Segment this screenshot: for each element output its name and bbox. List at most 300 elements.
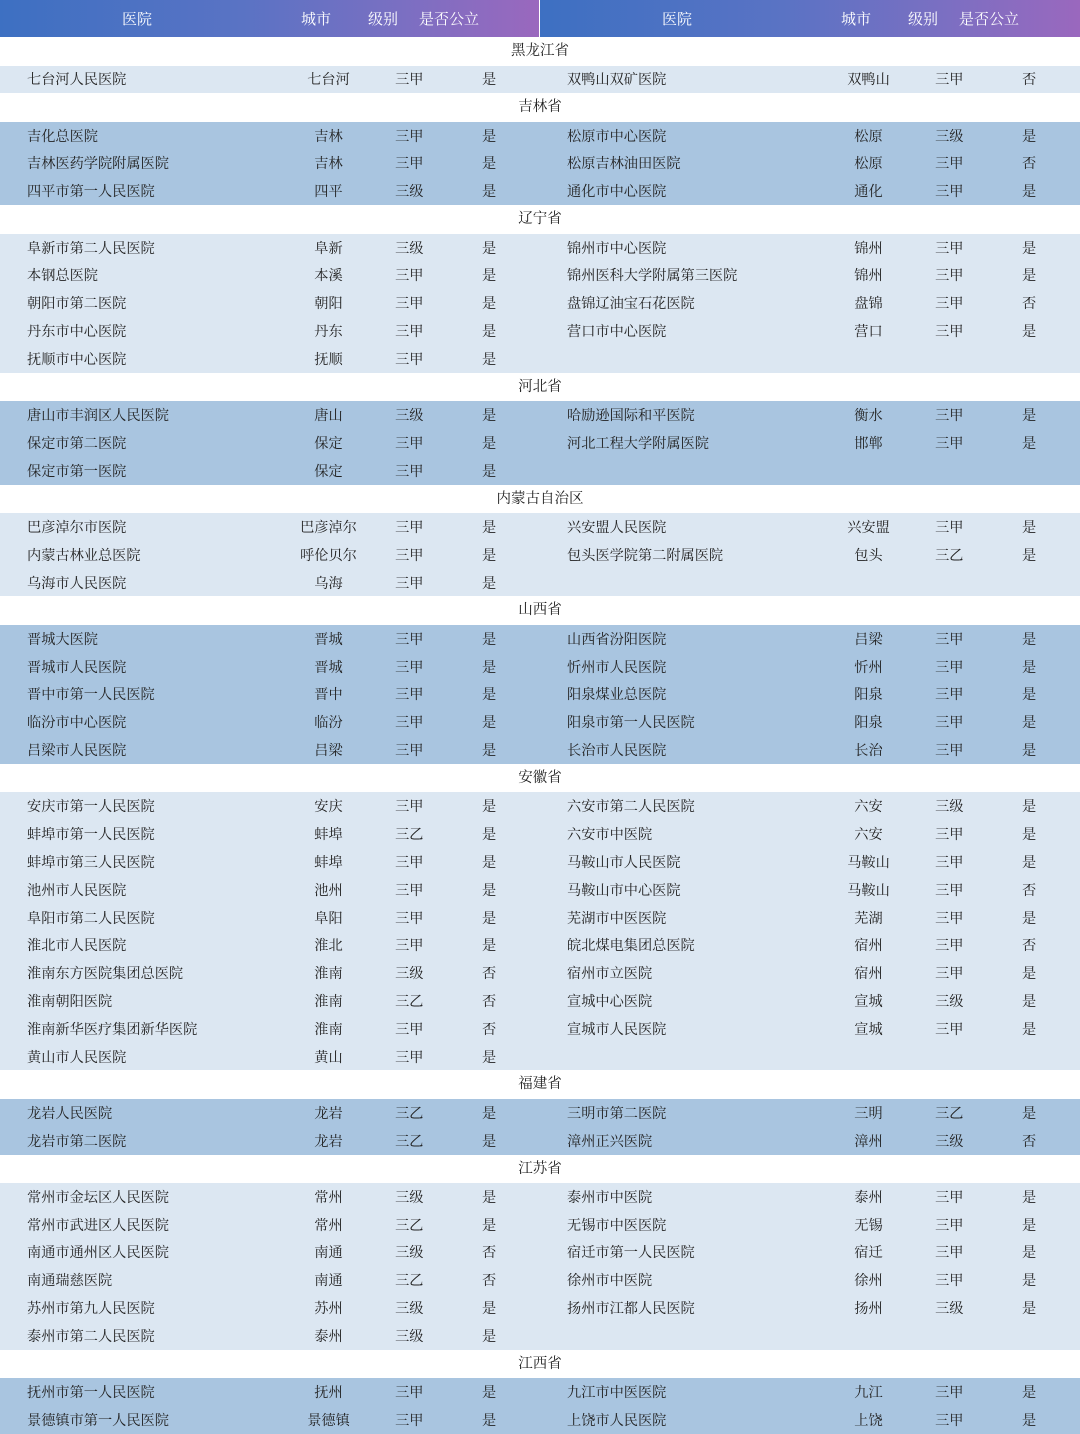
public-flag: 否 bbox=[1021, 938, 1037, 955]
city: 徐州 bbox=[854, 1273, 883, 1290]
left-half bbox=[0, 1019, 540, 1039]
public-flag: 是 bbox=[481, 1049, 497, 1066]
hospital-name: 营口市中心医院 bbox=[567, 323, 667, 340]
city: 七台河 bbox=[307, 72, 350, 89]
level: 三甲 bbox=[935, 715, 964, 732]
table-row bbox=[0, 261, 1080, 289]
city: 衡水 bbox=[854, 408, 883, 425]
public-flag: 是 bbox=[1021, 799, 1037, 816]
hospital-name: 阳泉煤业总医院 bbox=[567, 687, 667, 704]
hospital-name: 宿州市立医院 bbox=[567, 966, 653, 983]
level: 三甲 bbox=[935, 296, 964, 313]
right-half bbox=[540, 321, 1080, 341]
level: 三甲 bbox=[935, 687, 964, 704]
city: 漳州 bbox=[854, 1133, 883, 1150]
level: 三甲 bbox=[935, 966, 964, 983]
province-heading: 安徽省 bbox=[0, 764, 1080, 793]
right-half bbox=[540, 153, 1080, 173]
hospital-name: 皖北煤电集团总医院 bbox=[567, 938, 695, 955]
city: 吉林 bbox=[314, 156, 343, 173]
level: 三甲 bbox=[395, 631, 424, 648]
level: 三甲 bbox=[395, 1021, 424, 1038]
level: 三甲 bbox=[935, 268, 964, 285]
level: 三甲 bbox=[395, 156, 424, 173]
left-half bbox=[0, 963, 540, 983]
hospital-name: 晋城市人民医院 bbox=[27, 659, 127, 676]
province-group bbox=[0, 37, 1080, 93]
public-flag: 是 bbox=[1021, 910, 1037, 927]
left-half bbox=[0, 433, 540, 453]
left-half bbox=[0, 1382, 540, 1402]
hospital-name: 乌海市人民医院 bbox=[27, 575, 127, 592]
level: 三级 bbox=[395, 966, 424, 983]
city: 阳泉 bbox=[854, 687, 883, 704]
city: 泰州 bbox=[854, 1189, 883, 1206]
level: 三甲 bbox=[395, 268, 424, 285]
hospital-name: 泰州市第二人民医院 bbox=[27, 1328, 155, 1345]
level: 三甲 bbox=[395, 323, 424, 340]
public-flag: 是 bbox=[1021, 1021, 1037, 1038]
public-flag: 是 bbox=[1021, 743, 1037, 760]
city: 龙岩 bbox=[314, 1105, 343, 1122]
public-flag: 是 bbox=[1021, 1385, 1037, 1402]
hospital-name: 淮北市人民医院 bbox=[27, 938, 127, 955]
table-row bbox=[0, 541, 1080, 569]
level: 三甲 bbox=[395, 72, 424, 89]
left-half bbox=[0, 740, 540, 760]
left-half bbox=[0, 1298, 540, 1318]
province-heading: 吉林省 bbox=[0, 93, 1080, 122]
level: 三甲 bbox=[935, 854, 964, 871]
city: 通化 bbox=[854, 184, 883, 201]
hospital-name: 淮南东方医院集团总医院 bbox=[27, 966, 184, 983]
level: 三甲 bbox=[395, 715, 424, 732]
right-half bbox=[540, 1215, 1080, 1235]
province-group bbox=[0, 485, 1080, 597]
level: 三甲 bbox=[935, 1273, 964, 1290]
public-flag: 否 bbox=[1021, 72, 1037, 89]
public-flag: 是 bbox=[481, 1412, 497, 1429]
level: 三甲 bbox=[935, 1021, 964, 1038]
right-half bbox=[540, 824, 1080, 844]
city: 锦州 bbox=[854, 240, 883, 257]
hospital-name: 漳州正兴医院 bbox=[567, 1133, 653, 1150]
table-row bbox=[0, 345, 1080, 373]
city: 马鞍山 bbox=[847, 882, 890, 899]
hospital-name: 常州市武进区人民医院 bbox=[27, 1217, 169, 1234]
right-half bbox=[540, 265, 1080, 285]
level: 三甲 bbox=[935, 1245, 964, 1262]
header-public: 是否公立 bbox=[418, 10, 479, 28]
level: 三乙 bbox=[395, 827, 424, 844]
hospital-name: 蚌埠市第三人民医院 bbox=[27, 854, 155, 871]
left-half bbox=[0, 126, 540, 146]
left-half bbox=[0, 349, 540, 369]
level: 三甲 bbox=[935, 184, 964, 201]
public-flag: 是 bbox=[481, 743, 497, 760]
level: 三甲 bbox=[395, 1049, 424, 1066]
level: 三级 bbox=[395, 1328, 424, 1345]
level: 三级 bbox=[935, 128, 964, 145]
level: 三级 bbox=[395, 184, 424, 201]
table-row bbox=[0, 1294, 1080, 1322]
table-row bbox=[0, 1043, 1080, 1071]
public-flag: 是 bbox=[481, 128, 497, 145]
hospital-name: 丹东市中心医院 bbox=[27, 323, 127, 340]
level: 三乙 bbox=[935, 1105, 964, 1122]
hospital-name: 三明市第二医院 bbox=[567, 1105, 667, 1122]
hospital-name: 巴彦淖尔市医院 bbox=[27, 519, 127, 536]
right-half bbox=[540, 1242, 1080, 1262]
hospital-name: 抚州市第一人民医院 bbox=[27, 1385, 155, 1402]
table-row bbox=[0, 122, 1080, 150]
public-flag: 是 bbox=[1021, 854, 1037, 871]
hospital-name: 松原市中心医院 bbox=[567, 128, 667, 145]
right-half bbox=[540, 545, 1080, 565]
right-half bbox=[540, 1298, 1080, 1318]
hospital-name: 上饶市人民医院 bbox=[567, 1412, 667, 1429]
city: 锦州 bbox=[854, 268, 883, 285]
level: 三甲 bbox=[935, 938, 964, 955]
level: 三甲 bbox=[935, 408, 964, 425]
city: 长治 bbox=[854, 743, 883, 760]
left-half bbox=[0, 265, 540, 285]
table-row bbox=[0, 876, 1080, 904]
level: 三甲 bbox=[935, 323, 964, 340]
hospital-name: 九江市中医医院 bbox=[567, 1385, 667, 1402]
table-row bbox=[0, 987, 1080, 1015]
table-body bbox=[0, 37, 1080, 1434]
city: 保定 bbox=[314, 435, 343, 452]
public-flag: 是 bbox=[481, 323, 497, 340]
public-flag: 是 bbox=[1021, 659, 1037, 676]
right-half bbox=[540, 712, 1080, 732]
table-header bbox=[0, 0, 1080, 37]
level: 三甲 bbox=[935, 910, 964, 927]
city: 双鸭山 bbox=[847, 72, 890, 89]
hospital-name: 阳泉市第一人民医院 bbox=[567, 715, 695, 732]
level: 三级 bbox=[395, 408, 424, 425]
level: 三甲 bbox=[395, 435, 424, 452]
right-half bbox=[540, 796, 1080, 816]
city: 九江 bbox=[854, 1385, 883, 1402]
city: 包头 bbox=[854, 547, 883, 564]
hospital-name: 芜湖市中医医院 bbox=[567, 910, 667, 927]
city: 宿州 bbox=[854, 966, 883, 983]
city: 吕梁 bbox=[854, 631, 883, 648]
level: 三甲 bbox=[395, 575, 424, 592]
hospital-name: 抚顺市中心医院 bbox=[27, 351, 127, 368]
table-row bbox=[0, 820, 1080, 848]
left-half bbox=[0, 991, 540, 1011]
left-half bbox=[0, 293, 540, 313]
left-half bbox=[0, 1215, 540, 1235]
right-half bbox=[540, 293, 1080, 313]
hospital-name: 徐州市中医院 bbox=[567, 1273, 653, 1290]
hospital-name: 阜阳市第二人民医院 bbox=[27, 910, 155, 927]
header-level: 级别 bbox=[367, 10, 398, 28]
level: 三级 bbox=[935, 799, 964, 816]
public-flag: 是 bbox=[481, 1133, 497, 1150]
hospital-name: 景德镇市第一人民医院 bbox=[27, 1412, 169, 1429]
province-group bbox=[0, 205, 1080, 372]
hospital-name: 马鞍山市人民医院 bbox=[567, 854, 681, 871]
left-half bbox=[0, 880, 540, 900]
public-flag: 是 bbox=[1021, 1301, 1037, 1318]
table-row bbox=[0, 1183, 1080, 1211]
table-row bbox=[0, 931, 1080, 959]
right-half bbox=[540, 1270, 1080, 1290]
public-flag: 否 bbox=[1021, 156, 1037, 173]
public-flag: 是 bbox=[481, 631, 497, 648]
public-flag: 是 bbox=[1021, 519, 1037, 536]
province-group bbox=[0, 1350, 1080, 1434]
right-half bbox=[540, 1019, 1080, 1039]
public-flag: 是 bbox=[481, 72, 497, 89]
table-row bbox=[0, 1015, 1080, 1043]
hospital-name: 吕梁市人民医院 bbox=[27, 743, 127, 760]
city: 池州 bbox=[314, 882, 343, 899]
city: 巴彦淖尔 bbox=[300, 519, 357, 536]
hospital-name: 双鸭山双矿医院 bbox=[567, 72, 667, 89]
level: 三乙 bbox=[395, 993, 424, 1010]
level: 三甲 bbox=[395, 910, 424, 927]
public-flag: 是 bbox=[1021, 1189, 1037, 1206]
level: 三甲 bbox=[935, 827, 964, 844]
city: 阜新 bbox=[314, 240, 343, 257]
level: 三甲 bbox=[395, 296, 424, 313]
public-flag: 是 bbox=[481, 882, 497, 899]
city: 乌海 bbox=[314, 575, 343, 592]
hospital-name: 黄山市人民医院 bbox=[27, 1049, 127, 1066]
table-row bbox=[0, 736, 1080, 764]
level: 三甲 bbox=[395, 938, 424, 955]
level: 三甲 bbox=[395, 1385, 424, 1402]
city: 丹东 bbox=[314, 323, 343, 340]
right-half bbox=[540, 852, 1080, 872]
city: 阳泉 bbox=[854, 715, 883, 732]
right-half bbox=[540, 433, 1080, 453]
city: 宿迁 bbox=[854, 1245, 883, 1262]
header-city: 城市 bbox=[300, 10, 331, 28]
level: 三甲 bbox=[935, 240, 964, 257]
city: 阜阳 bbox=[314, 910, 343, 927]
city: 松原 bbox=[854, 128, 883, 145]
table-row bbox=[0, 1211, 1080, 1239]
public-flag: 是 bbox=[1021, 966, 1037, 983]
public-flag: 是 bbox=[481, 827, 497, 844]
city: 苏州 bbox=[314, 1301, 343, 1318]
right-half bbox=[540, 1131, 1080, 1151]
public-flag: 是 bbox=[481, 156, 497, 173]
public-flag: 是 bbox=[481, 854, 497, 871]
table-row bbox=[0, 513, 1080, 541]
hospital-name: 蚌埠市第一人民医院 bbox=[27, 827, 155, 844]
city: 盘锦 bbox=[854, 296, 883, 313]
level: 三甲 bbox=[935, 1412, 964, 1429]
table-row bbox=[0, 1127, 1080, 1155]
city: 保定 bbox=[314, 463, 343, 480]
public-flag: 是 bbox=[481, 1301, 497, 1318]
level: 三乙 bbox=[395, 1133, 424, 1150]
public-flag: 是 bbox=[1021, 240, 1037, 257]
level: 三甲 bbox=[395, 799, 424, 816]
left-half bbox=[0, 629, 540, 649]
hospital-name: 唐山市丰润区人民医院 bbox=[27, 408, 169, 425]
left-half bbox=[0, 69, 540, 89]
province-heading: 福建省 bbox=[0, 1070, 1080, 1099]
province-heading: 江西省 bbox=[0, 1350, 1080, 1379]
level: 三乙 bbox=[935, 547, 964, 564]
level: 三甲 bbox=[935, 1385, 964, 1402]
level: 三级 bbox=[935, 1133, 964, 1150]
table-row bbox=[0, 1322, 1080, 1350]
city: 常州 bbox=[314, 1189, 343, 1206]
hospital-name: 宣城中心医院 bbox=[567, 993, 653, 1010]
right-half bbox=[540, 1382, 1080, 1402]
city: 上饶 bbox=[854, 1412, 883, 1429]
city: 松原 bbox=[854, 156, 883, 173]
hospital-name: 长治市人民医院 bbox=[567, 743, 667, 760]
public-flag: 否 bbox=[1021, 296, 1037, 313]
public-flag: 是 bbox=[1021, 128, 1037, 145]
public-flag: 是 bbox=[481, 659, 497, 676]
city: 三明 bbox=[854, 1105, 883, 1122]
province-group bbox=[0, 1155, 1080, 1350]
left-half bbox=[0, 1047, 540, 1067]
province-group bbox=[0, 1070, 1080, 1154]
right-half bbox=[540, 405, 1080, 425]
hospital-name: 保定市第一医院 bbox=[27, 463, 127, 480]
hospital-name: 哈励逊国际和平医院 bbox=[567, 408, 695, 425]
table-row bbox=[0, 457, 1080, 485]
right-half bbox=[540, 657, 1080, 677]
header-level: 级别 bbox=[907, 10, 938, 28]
public-flag: 是 bbox=[1021, 323, 1037, 340]
public-flag: 是 bbox=[1021, 1273, 1037, 1290]
hospital-name: 六安市第二人民医院 bbox=[567, 799, 695, 816]
table-row bbox=[0, 848, 1080, 876]
public-flag: 是 bbox=[1021, 184, 1037, 201]
table-row bbox=[0, 429, 1080, 457]
public-flag: 是 bbox=[1021, 435, 1037, 452]
public-flag: 否 bbox=[1021, 1133, 1037, 1150]
public-flag: 否 bbox=[481, 1021, 497, 1038]
public-flag: 是 bbox=[481, 184, 497, 201]
city: 龙岩 bbox=[314, 1133, 343, 1150]
city: 忻州 bbox=[854, 659, 883, 676]
level: 三甲 bbox=[935, 631, 964, 648]
left-half bbox=[0, 824, 540, 844]
table-row bbox=[0, 904, 1080, 932]
hospital-name: 南通市通州区人民医院 bbox=[27, 1245, 169, 1262]
table-row bbox=[0, 177, 1080, 205]
public-flag: 是 bbox=[481, 463, 497, 480]
hospital-name: 内蒙古林业总医院 bbox=[27, 547, 141, 564]
right-half bbox=[540, 935, 1080, 955]
table-row bbox=[0, 289, 1080, 317]
city: 呼伦贝尔 bbox=[300, 547, 357, 564]
hospital-name: 晋城大医院 bbox=[27, 631, 98, 648]
level: 三甲 bbox=[395, 882, 424, 899]
right-half bbox=[540, 126, 1080, 146]
hospital-name: 常州市金坛区人民医院 bbox=[27, 1189, 169, 1206]
city: 宣城 bbox=[854, 993, 883, 1010]
public-flag: 是 bbox=[1021, 631, 1037, 648]
province-heading: 河北省 bbox=[0, 373, 1080, 402]
hospital-name: 本钢总医院 bbox=[27, 268, 98, 285]
province-heading: 内蒙古自治区 bbox=[0, 485, 1080, 514]
city: 六安 bbox=[854, 799, 883, 816]
table-row bbox=[0, 1099, 1080, 1127]
public-flag: 是 bbox=[481, 1328, 497, 1345]
header-city: 城市 bbox=[840, 10, 871, 28]
public-flag: 是 bbox=[481, 296, 497, 313]
header-right bbox=[540, 0, 1080, 37]
city: 吕梁 bbox=[314, 743, 343, 760]
hospital-name: 通化市中心医院 bbox=[567, 184, 667, 201]
city: 六安 bbox=[854, 827, 883, 844]
level: 三甲 bbox=[935, 156, 964, 173]
right-half bbox=[540, 238, 1080, 258]
left-half bbox=[0, 852, 540, 872]
table-row bbox=[0, 959, 1080, 987]
left-half bbox=[0, 517, 540, 537]
public-flag: 是 bbox=[481, 547, 497, 564]
city: 抚顺 bbox=[314, 351, 343, 368]
public-flag: 是 bbox=[1021, 268, 1037, 285]
public-flag: 是 bbox=[1021, 993, 1037, 1010]
city: 朝阳 bbox=[314, 296, 343, 313]
public-flag: 否 bbox=[481, 993, 497, 1010]
hospital-name: 盘锦辽油宝石花医院 bbox=[567, 296, 695, 313]
province-group bbox=[0, 764, 1080, 1070]
level: 三甲 bbox=[395, 463, 424, 480]
table-row bbox=[0, 317, 1080, 345]
left-half bbox=[0, 796, 540, 816]
left-half bbox=[0, 1326, 540, 1346]
public-flag: 是 bbox=[481, 1385, 497, 1402]
table-row bbox=[0, 1406, 1080, 1434]
city: 宿州 bbox=[854, 938, 883, 955]
public-flag: 是 bbox=[1021, 1412, 1037, 1429]
header-public: 是否公立 bbox=[958, 10, 1019, 28]
public-flag: 否 bbox=[481, 966, 497, 983]
right-half bbox=[540, 880, 1080, 900]
city: 唐山 bbox=[314, 408, 343, 425]
right-half bbox=[540, 740, 1080, 760]
hospital-name: 晋中市第一人民医院 bbox=[27, 687, 155, 704]
public-flag: 是 bbox=[1021, 547, 1037, 564]
city: 本溪 bbox=[314, 268, 343, 285]
level: 三级 bbox=[935, 1301, 964, 1318]
hospital-name: 安庆市第一人民医院 bbox=[27, 799, 155, 816]
public-flag: 是 bbox=[481, 1189, 497, 1206]
level: 三甲 bbox=[935, 882, 964, 899]
left-half bbox=[0, 573, 540, 593]
hospital-name: 山西省汾阳医院 bbox=[567, 631, 667, 648]
hospital-name: 淮南朝阳医院 bbox=[27, 993, 113, 1010]
public-flag: 是 bbox=[1021, 1245, 1037, 1262]
table-row bbox=[0, 1266, 1080, 1294]
level: 三级 bbox=[935, 993, 964, 1010]
left-half bbox=[0, 1103, 540, 1123]
hospital-name: 淮南新华医疗集团新华医院 bbox=[27, 1021, 198, 1038]
hospital-name: 南通瑞慈医院 bbox=[27, 1273, 113, 1290]
city: 晋城 bbox=[314, 659, 343, 676]
left-half bbox=[0, 405, 540, 425]
city: 南通 bbox=[314, 1245, 343, 1262]
